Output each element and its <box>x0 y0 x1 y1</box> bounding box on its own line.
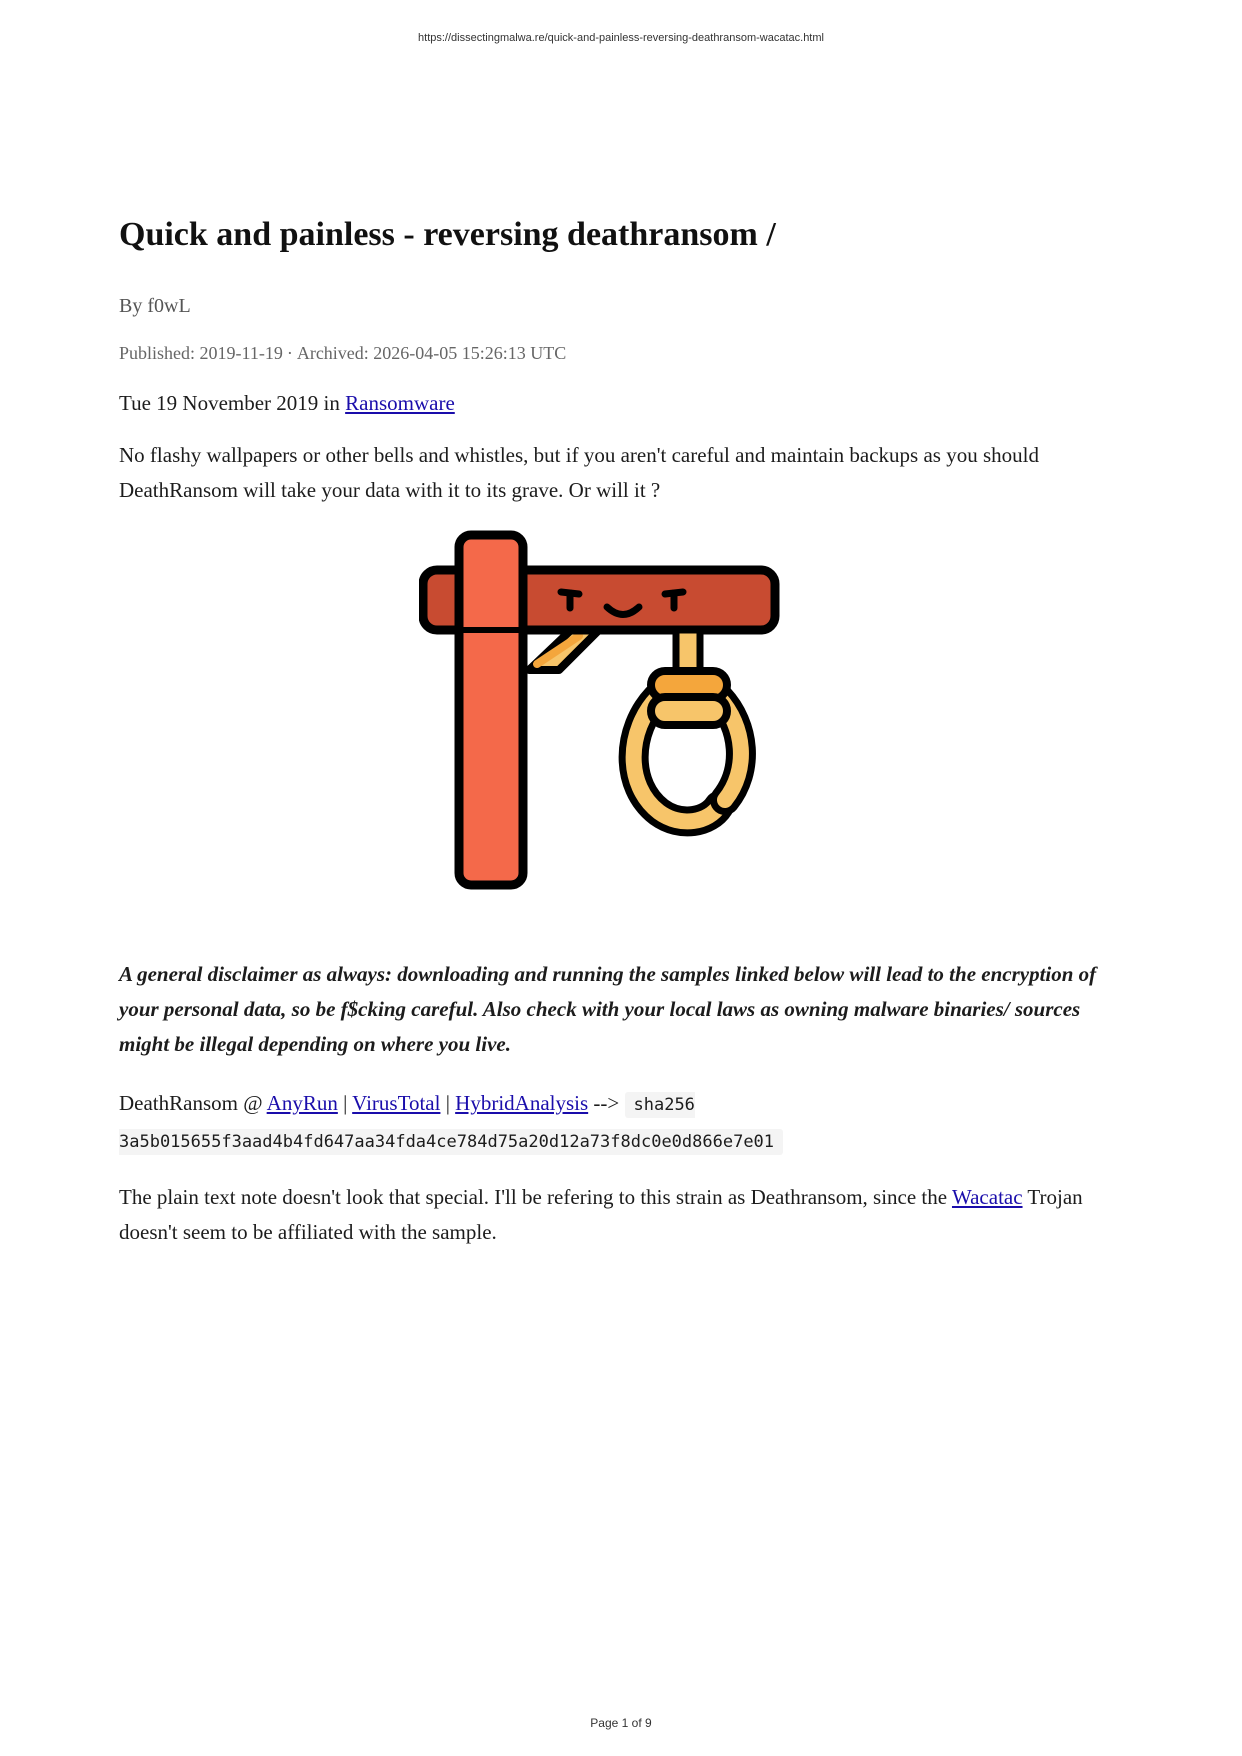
archived-date: Archived: 2026-04-05 15:26:13 UTC <box>296 343 567 363</box>
hybridanalysis-link[interactable]: HybridAnalysis <box>455 1091 589 1115</box>
post-date-line <box>119 388 1129 418</box>
page-number-footer: Page 1 of 9 <box>590 1716 652 1730</box>
category-link-ransomware[interactable]: Ransomware <box>345 391 455 415</box>
sample-prefix: DeathRansom @ <box>119 1091 267 1115</box>
virustotal-link[interactable]: VirusTotal <box>352 1091 441 1115</box>
note-text-start: The plain text note doesn't look that special. I'll be refering to this strain as Deathransom, since the <box>119 1185 952 1209</box>
published-date: Published: 2019-11-19 <box>119 343 283 363</box>
sample-links-paragraph <box>119 1086 1129 1160</box>
author-byline: By f0wL <box>119 295 191 317</box>
link-separator: | <box>337 1091 353 1115</box>
gallows-noose-icon <box>419 530 839 935</box>
note-text-end: Trojan doesn't seem to be affiliated with the sample. <box>119 1185 1083 1244</box>
article <box>119 210 1129 1250</box>
intro-paragraph: No flashy wallpapers or other bells and whistles, but if you aren't careful and maintain backups as you should DeathRansom will take your data with it to its grave. Or will it ? <box>119 443 1039 502</box>
post-date: Tue 19 November 2019 in <box>119 391 346 415</box>
anyrun-link[interactable]: AnyRun <box>266 1091 338 1115</box>
meta-separator: · <box>286 343 293 363</box>
link-separator: | <box>440 1091 456 1115</box>
sha256-hash-code: sha256 3a5b015655f3aad4b4fd647aa34fda4ce784d75a20d12a73f8dc0e0d866e7e01 <box>119 1092 783 1155</box>
note-paragraph <box>119 1180 1129 1250</box>
arrow-text: --> <box>588 1091 625 1115</box>
article-title: Quick and painless - reversing deathransom / <box>119 216 776 253</box>
wacatac-link[interactable]: Wacatac <box>951 1185 1023 1209</box>
article-figure <box>119 530 1129 935</box>
disclaimer-paragraph: A general disclaimer as always: downloading and running the samples linked below will lead to the encryption of your personal data, so be f$cking careful. Also check with your local laws as owning malware binaries/ sources might be illegal depending on where you live. <box>119 962 1097 1056</box>
page-url-header: https://dissectingmalwa.re/quick-and-painless-reversing-deathransom-wacatac.html <box>418 32 824 44</box>
publication-meta <box>119 340 1129 366</box>
